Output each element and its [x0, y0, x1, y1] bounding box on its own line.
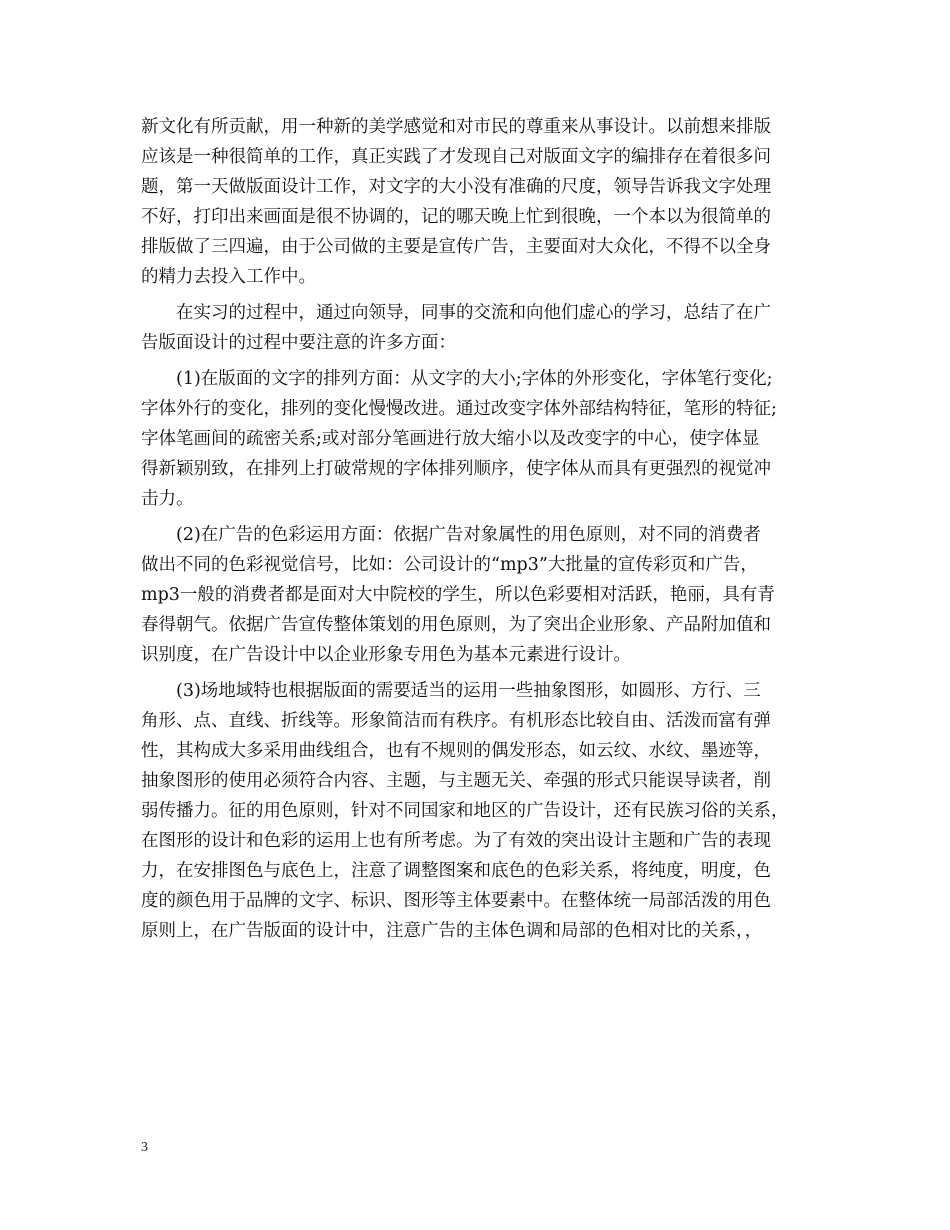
- text-line: 击力。: [141, 489, 194, 510]
- text-line: 原则上，在广告版面的设计中，注意广告的主体色调和局部的色相对比的关系，，: [141, 921, 763, 942]
- text-line: 在图形的设计和色彩的运用上也有所考虑。为了有效的突出设计主题和广告的表现: [141, 831, 771, 852]
- paragraph-4: [141, 520, 811, 670]
- text-line: 题，第一天做版面设计工作，对文字的大小没有准确的尺度，领导告诉我文字处理: [141, 177, 771, 198]
- text-line: 角形、点、直线、折线等。形象简洁而有秩序。有机形态比较自由、活泼而富有弹: [141, 710, 771, 731]
- text-line: (3)场地域特也根据版面的需要适当的运用一些抽象图形，如圆形、方行、三: [141, 680, 761, 701]
- paragraph-1: [141, 112, 811, 293]
- text-line: 做出不同的色彩视觉信号，比如：公司设计的“mp3”大批量的宣传彩页和广告，: [141, 554, 758, 575]
- paragraph-2: [141, 298, 811, 358]
- text-line: 力，在安排图色与底色上，注意了调整图案和底色的色彩关系，将纯度，明度，色: [141, 861, 771, 882]
- text-line: 新文化有所贡献，用一种新的美学感觉和对市民的尊重来从事设计。以前想来排版: [141, 117, 771, 137]
- text-line: 不好，打印出来画面是很不协调的，记的哪天晚上忙到很晚，一个本以为很简单的: [141, 207, 771, 228]
- text-line: 得新颖别致，在排列上打破常规的字体排列顺序，使字体从而具有更强烈的视觉冲: [141, 459, 771, 480]
- text-line: 抽象图形的使用必须符合内容、主题，与主题无关、牵强的形式只能误导读者，削: [141, 770, 771, 791]
- text-line: (1)在版面的文字的排列方面：从文字的大小;字体的外形变化，字体笔行变化;: [141, 368, 773, 389]
- text-line: 字体外行的变化，排列的变化慢慢改进。通过改变字体外部结构特征，笔形的特征;: [141, 398, 777, 419]
- text-line: 度的颜色用于品牌的文字、标识、图形等主体要素中。在整体统一局部活泼的用色: [141, 891, 771, 912]
- text-line: 告版面设计的过程中要注意的许多方面：: [141, 333, 456, 354]
- page-number: 3: [141, 1140, 148, 1155]
- text-line: 识别度，在广告设计中以企业形象专用色为基本元素进行设计。: [141, 645, 631, 666]
- paragraph-5: [141, 676, 811, 947]
- text-line: 弱传播力。征的用色原则，针对不同国家和地区的广告设计，还有民族习俗的关系，: [141, 801, 789, 822]
- text-line: 在实习的过程中，通过向领导，同事的交流和向他们虚心的学习，总结了在广: [141, 303, 771, 324]
- text-line: (2)在广告的色彩运用方面：依据广告对象属性的用色原则，对不同的消费者: [141, 524, 761, 545]
- text-line: 性，其构成大多采用曲线组合，也有不规则的偶发形态，如云纹、水纹、墨迹等，: [141, 740, 771, 761]
- body-text: [141, 112, 811, 947]
- text-line: 的精力去投入工作中。: [141, 267, 316, 288]
- text-line: 字体笔画间的疏密关系;或对部分笔画进行放大缩小以及改变字的中心，使字体显: [141, 428, 760, 449]
- text-line: mp3一般的消费者都是面对大中院校的学生，所以色彩要相对活跃，艳丽，具有青: [141, 584, 775, 605]
- text-line: 春得朝气。依据广告宣传整体策划的用色原则，为了突出企业形象、产品附加值和: [141, 615, 771, 635]
- paragraph-3: [141, 364, 811, 514]
- text-line: 应该是一种很简单的工作，真正实践了才发现自己对版面文字的编排存在着很多问: [141, 147, 771, 168]
- text-line: 排版做了三四遍，由于公司做的主要是宣传广告，主要面对大众化，不得不以全身: [141, 237, 771, 258]
